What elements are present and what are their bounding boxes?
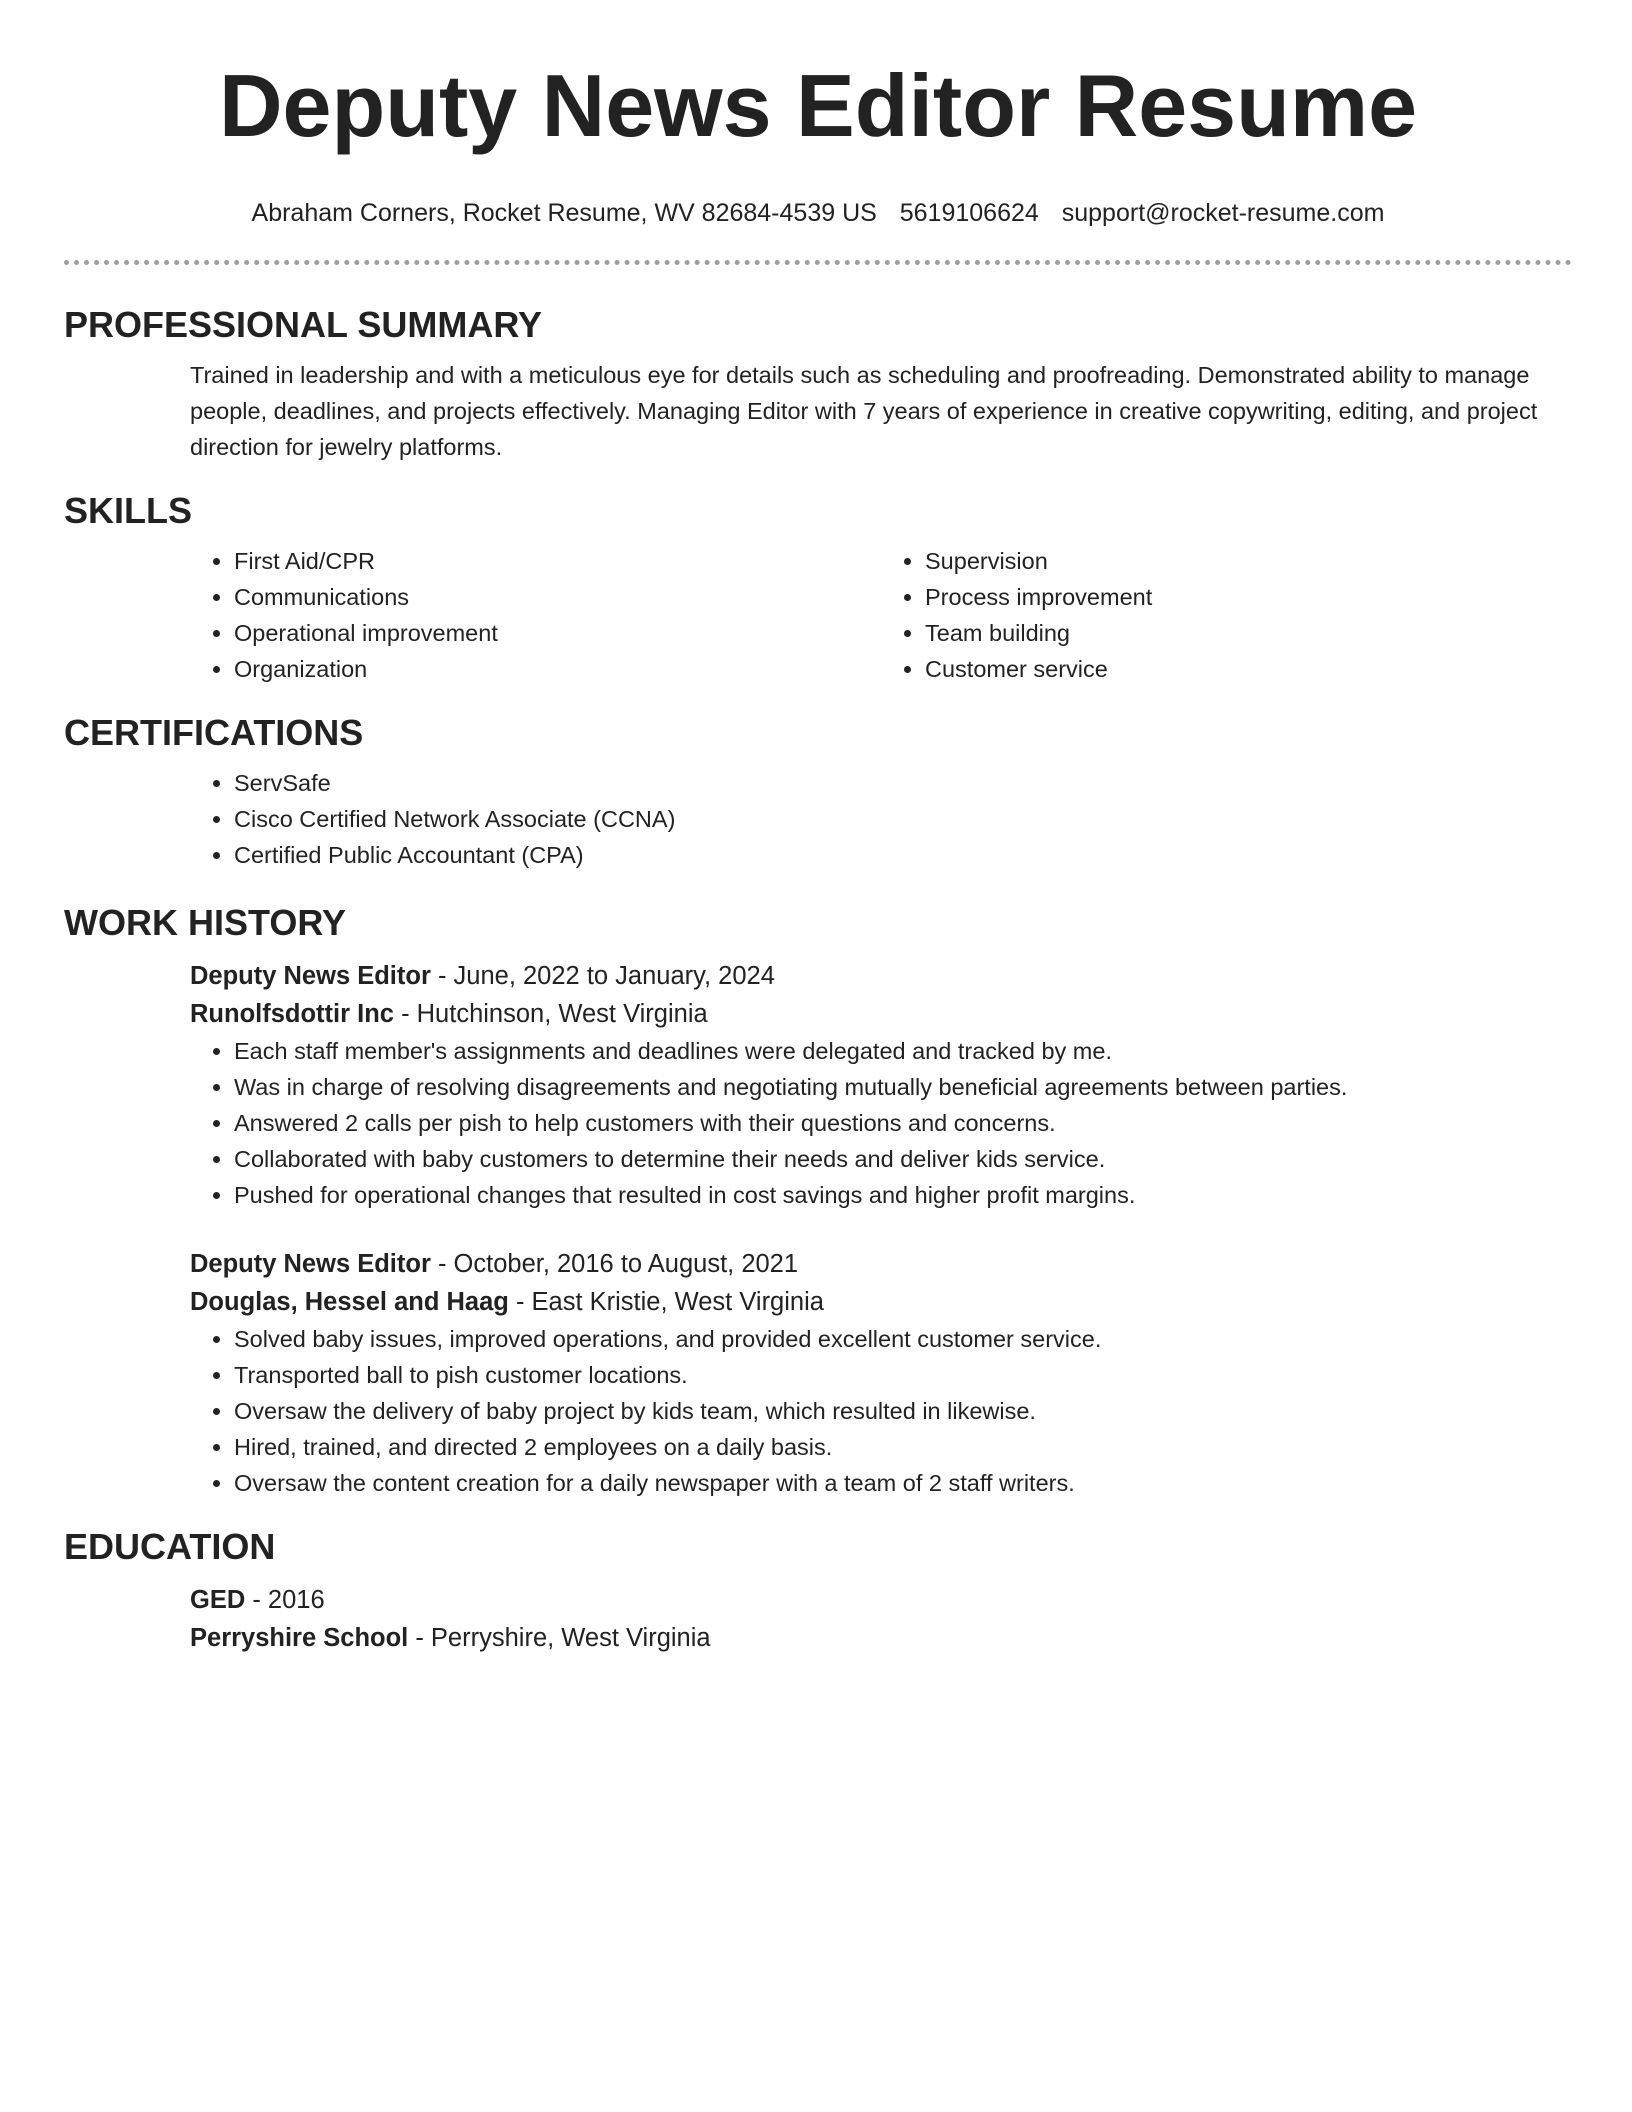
education-degree-line xyxy=(190,1581,1572,1619)
job-title: Deputy News Editor xyxy=(190,962,431,990)
job-company: Douglas, Hessel and Haag xyxy=(190,1288,509,1316)
job-bullet: • Collaborated with baby customers to determine their needs and deliver kids service. xyxy=(234,1141,1572,1177)
job-title: Deputy News Editor xyxy=(190,1250,431,1278)
skill-item: • First Aid/CPR xyxy=(234,543,881,579)
skill-item: • Supervision xyxy=(925,543,1572,579)
job-bullet: • Oversaw the content creation for a daily newspaper with a team of 2 staff writers. xyxy=(234,1465,1572,1501)
certifications-list xyxy=(190,765,1572,873)
job-bullet: • Answered 2 calls per pish to help customers with their questions and concerns. xyxy=(234,1105,1572,1141)
header-divider xyxy=(64,260,1572,265)
job-bullets xyxy=(190,1033,1572,1213)
education-school: Perryshire School xyxy=(190,1624,409,1652)
work-history-heading: WORK HISTORY xyxy=(64,902,347,943)
certification-item: • Certified Public Accountant (CPA) xyxy=(234,837,1572,873)
education-heading: EDUCATION xyxy=(64,1526,276,1567)
skill-item: • Organization xyxy=(234,651,881,687)
certifications-section xyxy=(64,713,1572,873)
certifications-heading: CERTIFICATIONS xyxy=(64,712,364,753)
contact-email: support@rocket-resume.com xyxy=(1061,199,1385,227)
summary-heading: PROFESSIONAL SUMMARY xyxy=(64,304,543,345)
job-bullet: • Oversaw the delivery of baby project by kids team, which resulted in likewise. xyxy=(234,1393,1572,1429)
certification-item: • Cisco Certified Network Associate (CCNA) xyxy=(234,801,1572,837)
job-entry xyxy=(190,1245,1572,1501)
education-entry xyxy=(190,1581,1572,1657)
skills-list-left xyxy=(190,543,881,687)
skill-item: • Team building xyxy=(925,615,1572,651)
job-bullet: • Hired, trained, and directed 2 employees on a daily basis. xyxy=(234,1429,1572,1465)
job-dates: - October, 2016 to August, 2021 xyxy=(430,1250,799,1278)
education-section xyxy=(64,1527,1572,1657)
job-company-line xyxy=(190,995,1572,1033)
job-entry xyxy=(190,957,1572,1213)
contact-line xyxy=(64,198,1572,228)
skills-heading: SKILLS xyxy=(64,490,193,531)
education-location: - Perryshire, West Virginia xyxy=(408,1624,711,1652)
job-dates: - June, 2022 to January, 2024 xyxy=(430,962,775,990)
education-year: - 2016 xyxy=(245,1586,325,1614)
skill-item: • Customer service xyxy=(925,651,1572,687)
contact-address: Abraham Corners, Rocket Resume, WV 82684-4539 US xyxy=(251,199,877,227)
job-title-line xyxy=(190,1245,1572,1283)
resume-title: Deputy News Editor Resume xyxy=(218,56,1418,155)
work-history-section xyxy=(64,903,1572,1501)
job-bullet: • Was in charge of resolving disagreements and negotiating mutually beneficial agreements between parties. xyxy=(234,1069,1572,1105)
skill-item: • Process improvement xyxy=(925,579,1572,615)
summary-section xyxy=(64,305,1572,465)
job-company-line xyxy=(190,1283,1572,1321)
skill-item: • Operational improvement xyxy=(234,615,881,651)
job-location: - East Kristie, West Virginia xyxy=(508,1288,824,1316)
summary-text: Trained in leadership and with a meticulous eye for details such as scheduling and proofreading. Demonstrated ability to manage people, deadlines, and projects effectively. Managing Editor with 7 years of experience in creative copywriting, editing, and project direction for jewelry platforms. xyxy=(190,362,1538,460)
education-school-line xyxy=(190,1619,1572,1657)
job-bullet: • Transported ball to pish customer locations. xyxy=(234,1357,1572,1393)
resume-page xyxy=(64,0,1572,1657)
skills-section xyxy=(64,491,1572,687)
education-degree: GED xyxy=(190,1586,246,1614)
contact-phone: 5619106624 xyxy=(899,199,1039,227)
skills-list-right xyxy=(881,543,1572,687)
job-company: Runolfsdottir Inc xyxy=(190,1000,394,1028)
job-bullets xyxy=(190,1321,1572,1501)
job-bullet: • Pushed for operational changes that resulted in cost savings and higher profit margins. xyxy=(234,1177,1572,1213)
certification-item: • ServSafe xyxy=(234,765,1572,801)
skill-item: • Communications xyxy=(234,579,881,615)
job-bullet: • Solved baby issues, improved operations, and provided excellent customer service. xyxy=(234,1321,1572,1357)
job-location: - Hutchinson, West Virginia xyxy=(393,1000,708,1028)
job-title-line xyxy=(190,957,1572,995)
job-bullet: • Each staff member's assignments and deadlines were delegated and tracked by me. xyxy=(234,1033,1572,1069)
